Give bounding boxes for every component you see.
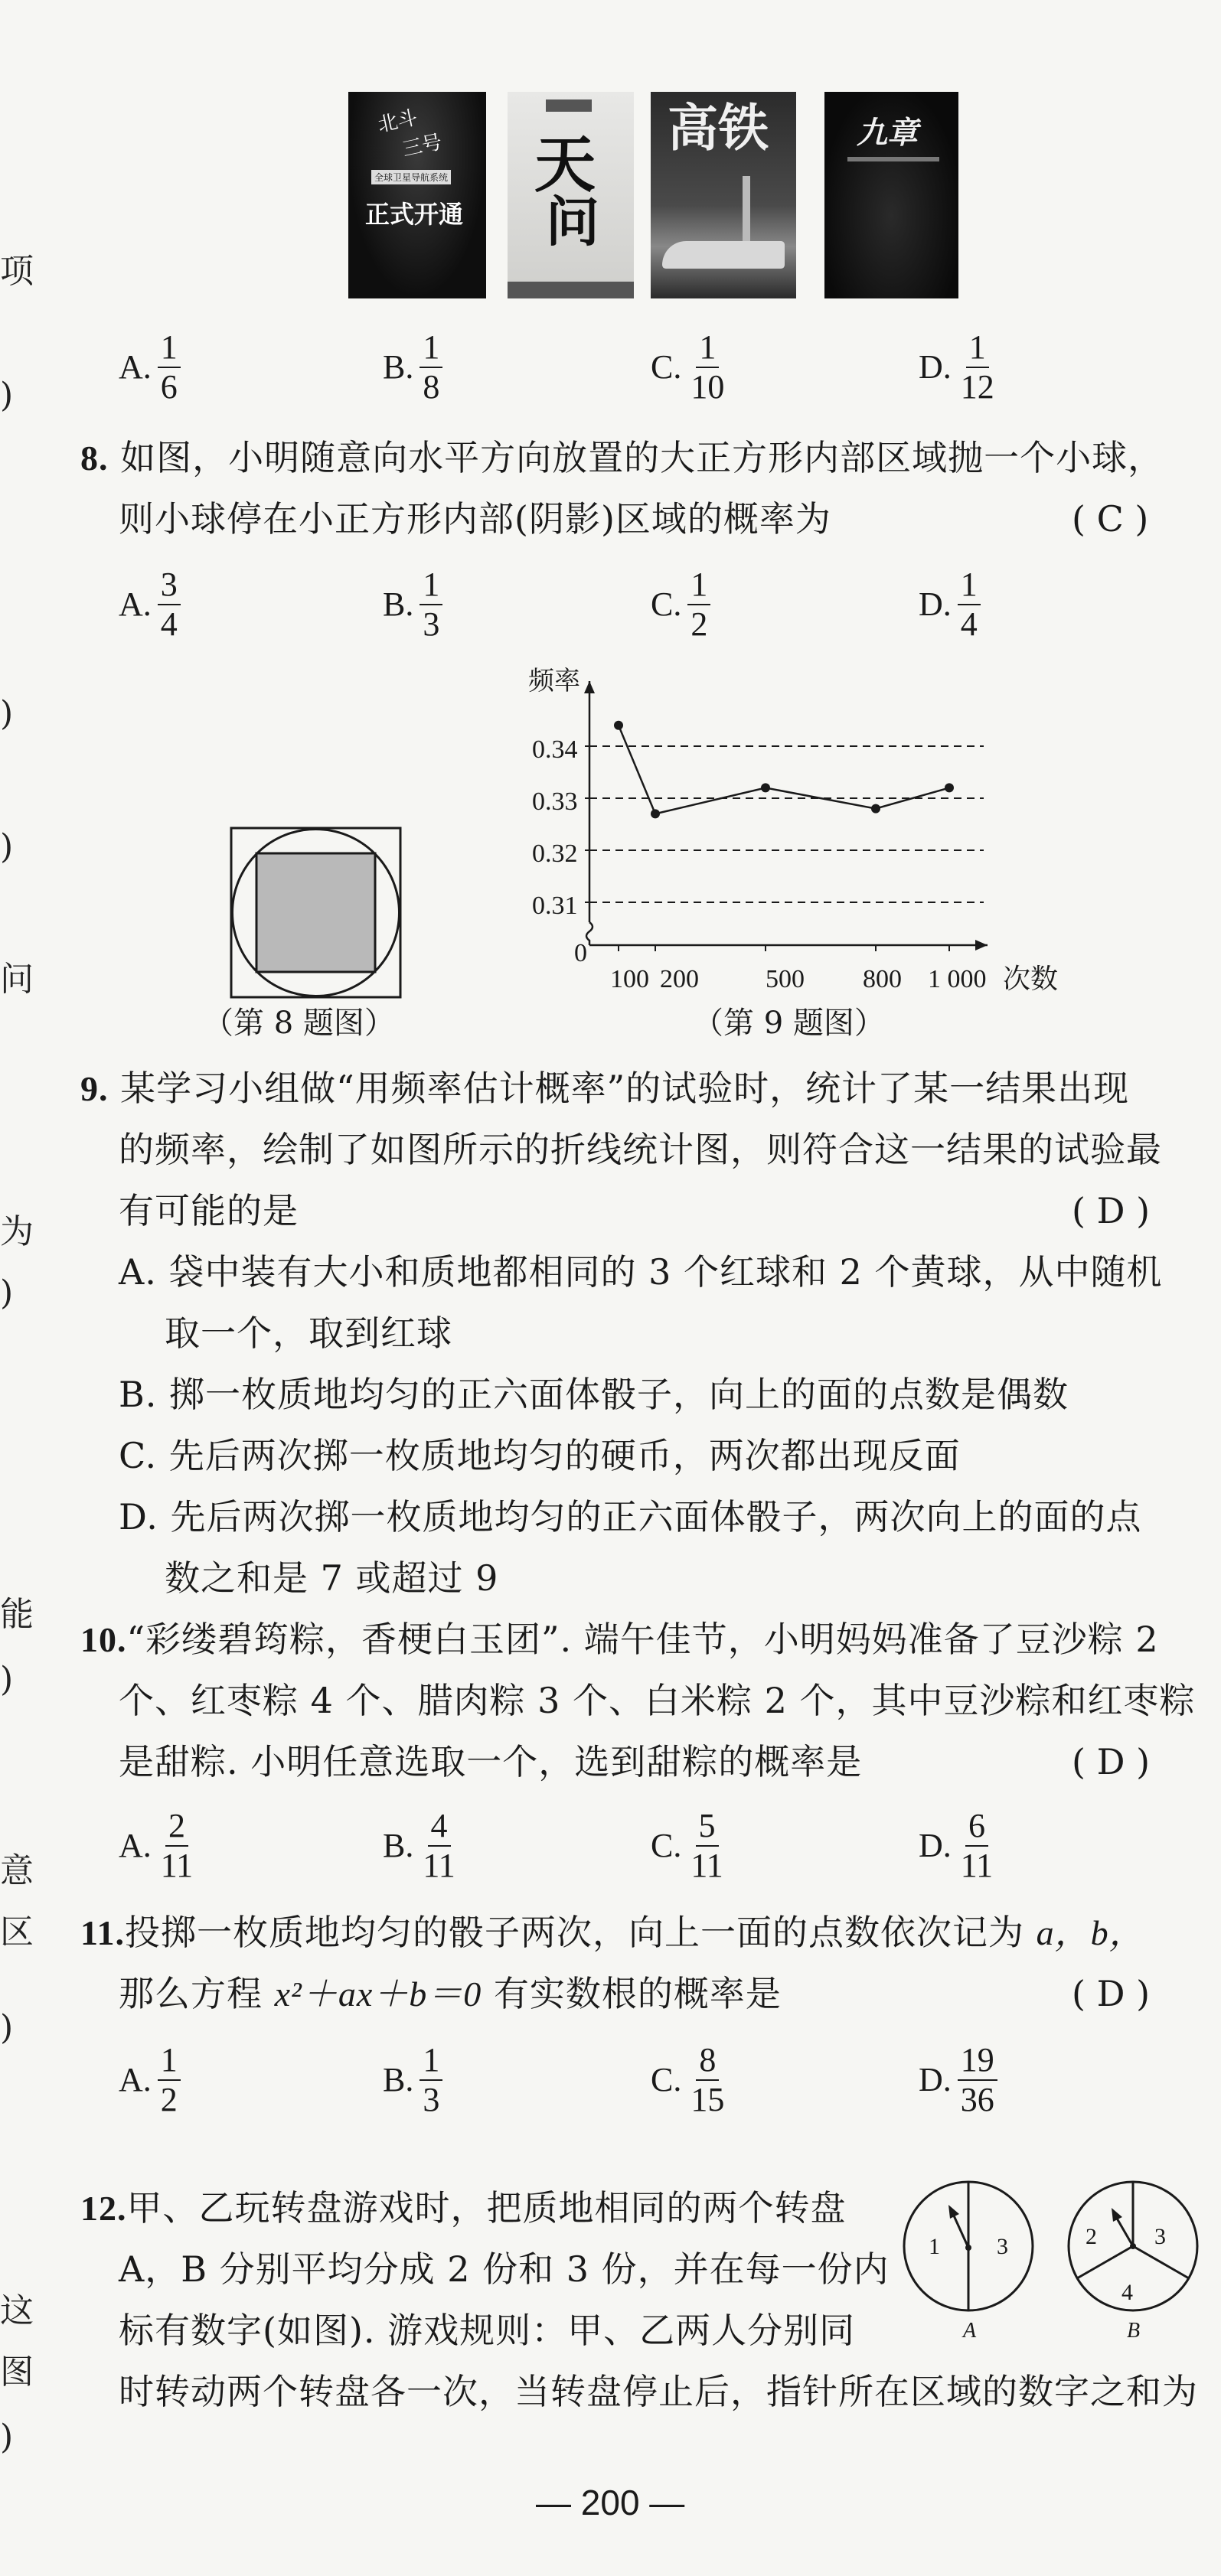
margin-char: )	[0, 1660, 14, 1699]
margin-char: )	[0, 2008, 14, 2047]
series-line	[619, 726, 949, 814]
q9-caption: （第 9 题图）	[693, 1006, 885, 1041]
spinner-a-label: A	[963, 2319, 977, 2343]
q12-line-2	[119, 2246, 890, 2292]
q9-line-1	[80, 1065, 1129, 1112]
y-tick-label: 0.33	[532, 787, 578, 816]
question-number: 11.	[80, 1913, 125, 1952]
numerator: 1	[158, 2043, 181, 2081]
q10-option-b	[383, 1808, 459, 1884]
cover-title: 天	[534, 129, 596, 201]
question-text: A，B 分别平均分成 2 份和 3 份，并在每一份内	[119, 2248, 890, 2290]
margin-char: 区	[0, 1912, 34, 1952]
q12-line-1	[80, 2185, 847, 2232]
margin-char: )	[0, 376, 14, 415]
option-label: A.	[119, 1827, 152, 1864]
fraction	[687, 2043, 727, 2118]
q8-option-d	[919, 566, 981, 643]
numerator: 1	[420, 330, 442, 368]
question-text: “彩缕碧筠粽，香梗白玉团”. 端午佳节，小明妈妈准备了豆沙粽 2	[126, 1619, 1159, 1660]
fraction	[158, 2043, 181, 2118]
q11-option-b	[383, 2042, 442, 2118]
option-label: B.	[383, 585, 414, 623]
numerator: 4	[428, 1808, 451, 1847]
spinner-b-hub	[1130, 2243, 1136, 2249]
question-number: 12.	[80, 2189, 127, 2228]
margin-char: 项	[0, 252, 34, 291]
question-number: 8.	[80, 439, 109, 478]
margin-char: 意	[0, 1851, 34, 1890]
q7-option-b	[383, 329, 442, 406]
fraction	[158, 1808, 196, 1883]
x-tick-label: 200	[660, 965, 699, 993]
option-label: D.	[919, 2061, 952, 2098]
denominator: 11	[423, 1847, 455, 1884]
fraction	[420, 567, 442, 642]
q10-line-3	[119, 1739, 862, 1785]
q11-answer: ( D )	[1072, 1973, 1151, 2014]
q8-caption: （第 8 题图）	[203, 1006, 395, 1041]
q11-option-a	[119, 2042, 181, 2118]
question-text: 的频率，绘制了如图所示的折线统计图，则符合这一结果的试验最	[119, 1129, 1162, 1170]
fraction	[687, 330, 727, 405]
numerator: 1	[958, 567, 981, 605]
denominator: 10	[690, 368, 725, 406]
q11-line-1	[80, 1909, 1145, 1956]
x-tick-label: 1 000	[928, 965, 987, 993]
question-text: 有可能的是	[119, 1190, 299, 1231]
q8-option-b	[383, 566, 442, 643]
question-text: 是甜粽. 小明任意选取一个，选到甜粽的概率是	[119, 1741, 863, 1782]
denominator: 2	[160, 2081, 178, 2118]
train-shape	[662, 241, 785, 269]
margin-char: 问	[0, 960, 34, 999]
spinner-b-sector-label: 4	[1121, 2280, 1133, 2305]
numerator: 8	[696, 2043, 719, 2081]
q12-line-3	[119, 2307, 855, 2353]
denominator: 12	[960, 368, 994, 406]
q9-option-d-line-2: 数之和是 7 或超过 9	[165, 1557, 499, 1599]
spinner-b-divider	[1133, 2246, 1189, 2278]
spinner-a	[892, 2177, 1045, 2327]
q7-option-d	[919, 329, 997, 406]
cover-footer	[508, 282, 634, 298]
q9-option-b: B. 掷一枚质地均匀的正六面体骰子，向上的面的点数是偶数	[119, 1374, 1069, 1415]
option-label: D.	[919, 348, 952, 386]
cover-jiuzhang	[824, 92, 958, 298]
question-text: 有实数根的概率是	[482, 1973, 782, 2014]
denominator: 36	[960, 2081, 994, 2118]
option-label: A.	[119, 348, 152, 386]
fraction	[420, 330, 442, 405]
margin-char: 能	[0, 1595, 34, 1634]
tower-shape	[743, 176, 750, 241]
y-axis-arrow	[584, 681, 595, 693]
denominator: 8	[423, 368, 440, 406]
spinner-b	[1056, 2177, 1210, 2327]
q7-option-a	[119, 329, 181, 406]
q9-line-chart	[513, 658, 1072, 1010]
question-number: 9.	[80, 1069, 109, 1108]
question-text: 如图，小明随意向水平方向放置的大正方形内部区域抛一个小球，	[120, 437, 1164, 478]
cover-title: 九章	[857, 115, 918, 151]
margin-char: )	[0, 827, 14, 866]
cover-tag	[546, 99, 592, 112]
denominator: 11	[690, 1847, 723, 1884]
denominator: 6	[160, 368, 178, 406]
option-label: C.	[651, 1827, 682, 1864]
x-axis-label: 次数	[1003, 964, 1059, 995]
question-text: 则小球停在小正方形内部(阴影)区域的概率为	[119, 498, 831, 540]
denominator: 11	[960, 1847, 994, 1884]
option-label: B.	[383, 2061, 414, 2098]
fraction	[420, 1808, 458, 1883]
inner-square	[256, 853, 375, 972]
q8-option-c	[651, 566, 710, 643]
option-label: C.	[651, 2061, 682, 2098]
y-axis-label: 频率	[528, 666, 580, 696]
y-tick-label: 0.32	[532, 840, 578, 868]
spinner-a-sector-label: 1	[929, 2234, 940, 2259]
option-label: B.	[383, 1827, 414, 1864]
cover-gaotie	[651, 92, 796, 298]
fraction	[158, 330, 181, 405]
numerator: 1	[696, 330, 719, 368]
cover-title: 三号	[400, 130, 445, 162]
fraction	[958, 567, 981, 642]
cover-subline	[847, 157, 939, 161]
numerator: 19	[958, 2043, 997, 2081]
data-point	[871, 804, 880, 814]
cover-tianwen	[508, 92, 634, 298]
q8-answer: ( C )	[1072, 498, 1149, 540]
question-text: 时转动两个转盘各一次，当转盘停止后，指针所在区域的数字之和为	[119, 2371, 1198, 2412]
q7-option-c	[651, 329, 727, 406]
margin-char: )	[0, 2418, 14, 2457]
cover-subtitle: 全球卫星导航系统	[371, 170, 451, 184]
q11-line-2	[119, 1971, 782, 2017]
q8-line-1	[80, 435, 1164, 481]
spinner-a-pointer	[953, 2214, 968, 2248]
fraction	[687, 567, 710, 642]
cover-title: 高铁	[668, 98, 769, 158]
option-label: C.	[651, 348, 682, 386]
q9-option-d-line-1: D. 先后两次掷一枚质地均匀的正六面体骰子，两次向上的面的点	[119, 1496, 1142, 1537]
numerator: 1	[420, 2043, 442, 2081]
question-text: 甲、乙玩转盘游戏时，把质地相同的两个转盘	[126, 2187, 847, 2229]
margin-char: )	[0, 1273, 14, 1312]
data-point	[651, 809, 660, 818]
spinner-a-pointer-tip	[948, 2205, 959, 2219]
q10-line-1	[80, 1616, 1159, 1663]
cover-beidou	[348, 92, 486, 298]
fraction	[958, 1808, 996, 1883]
fraction	[958, 330, 997, 405]
x-tick-label: 500	[766, 965, 805, 993]
denominator: 3	[423, 2081, 440, 2118]
fraction	[958, 2043, 997, 2118]
q10-line-2	[119, 1678, 1196, 1723]
cover-headline: 正式开通	[365, 200, 464, 229]
option-label: C.	[651, 585, 682, 623]
q9-option-a-line-1: A. 袋中装有大小和质地都相同的 3 个红球和 2 个黄球，从中随机	[119, 1251, 1163, 1293]
numerator: 1	[966, 330, 989, 368]
question-number: 10.	[80, 1620, 127, 1659]
cover-title: 问	[546, 190, 599, 253]
numerator: 2	[165, 1808, 188, 1847]
variables: a，b，	[1036, 1913, 1145, 1952]
q12-line-4	[119, 2369, 1198, 2415]
numerator: 5	[696, 1808, 719, 1847]
equation: x²＋ax＋b＝0	[274, 1974, 482, 2014]
y-axis-break	[586, 922, 593, 945]
spinner-b-divider	[1077, 2246, 1133, 2278]
margin-char: )	[0, 694, 14, 733]
x-tick-label: 800	[863, 965, 902, 993]
q9-line-3	[119, 1188, 299, 1234]
q9-option-c: C. 先后两次掷一枚质地均匀的硬币，两次都出现反面	[119, 1435, 961, 1476]
numerator: 1	[158, 330, 181, 368]
question-text: 标有数字(如图). 游戏规则：甲、乙两人分别同	[119, 2310, 856, 2351]
x-tick-label: 100	[610, 965, 649, 993]
y-tick-label: 0	[574, 939, 587, 967]
question-text: 那么方程	[119, 1973, 275, 2014]
option-label: A.	[119, 2061, 152, 2098]
denominator: 15	[690, 2081, 725, 2118]
data-point	[945, 783, 954, 792]
denominator: 4	[160, 605, 178, 643]
cover-title: 北斗	[375, 106, 420, 138]
page-number: — 200 —	[536, 2483, 685, 2522]
question-text: 投掷一枚质地均匀的骰子两次，向上一面的点数依次记为	[124, 1912, 1037, 1953]
option-label: B.	[383, 348, 414, 386]
spinner-b-pointer-tip	[1112, 2208, 1122, 2222]
numerator: 6	[965, 1808, 988, 1847]
numerator: 1	[687, 567, 710, 605]
numerator: 3	[158, 567, 181, 605]
question-text: 某学习小组做“用频率估计概率”的试验时，统计了某一结果出现	[120, 1068, 1130, 1109]
x-axis-arrow	[975, 940, 988, 951]
option-label: A.	[119, 585, 152, 623]
data-point	[761, 783, 770, 792]
q9-line-2	[119, 1127, 1162, 1172]
denominator: 11	[160, 1847, 194, 1884]
spinner-a-sector-label: 3	[997, 2234, 1008, 2259]
margin-char: 为	[0, 1212, 34, 1251]
q10-option-a	[119, 1808, 196, 1884]
margin-char: 图	[0, 2353, 34, 2392]
q11-option-d	[919, 2042, 997, 2118]
y-tick-label: 0.34	[532, 735, 578, 764]
spinner-a-hub	[965, 2245, 971, 2251]
fraction	[420, 2043, 442, 2118]
fraction	[687, 1808, 726, 1883]
y-tick-label: 0.31	[532, 892, 578, 920]
q10-option-d	[919, 1808, 996, 1884]
denominator: 3	[423, 605, 440, 643]
numerator: 1	[420, 567, 442, 605]
spinner-b-sector-label: 3	[1154, 2224, 1166, 2249]
q11-option-c	[651, 2042, 727, 2118]
q9-answer: ( D )	[1072, 1190, 1151, 1231]
q10-option-c	[651, 1808, 726, 1884]
margin-char: 这	[0, 2291, 34, 2330]
spinner-b-label: B	[1127, 2319, 1141, 2343]
q8-option-a	[119, 566, 181, 643]
option-label: D.	[919, 1827, 952, 1864]
data-point	[614, 721, 623, 730]
fraction	[158, 567, 181, 642]
q8-line-2	[119, 496, 831, 542]
question-text: 个、红枣粽 4 个、腊肉粽 3 个、白米粽 2 个，其中豆沙粽和红枣粽	[119, 1680, 1196, 1721]
spinner-b-sector-label: 2	[1086, 2224, 1097, 2249]
spinner-b-pointer	[1116, 2217, 1133, 2246]
q10-answer: ( D )	[1072, 1741, 1151, 1782]
option-label: D.	[919, 585, 952, 623]
q9-option-a-line-2: 取一个，取到红球	[165, 1312, 452, 1354]
q8-figure	[230, 827, 402, 999]
denominator: 2	[690, 605, 708, 643]
denominator: 4	[960, 605, 978, 643]
